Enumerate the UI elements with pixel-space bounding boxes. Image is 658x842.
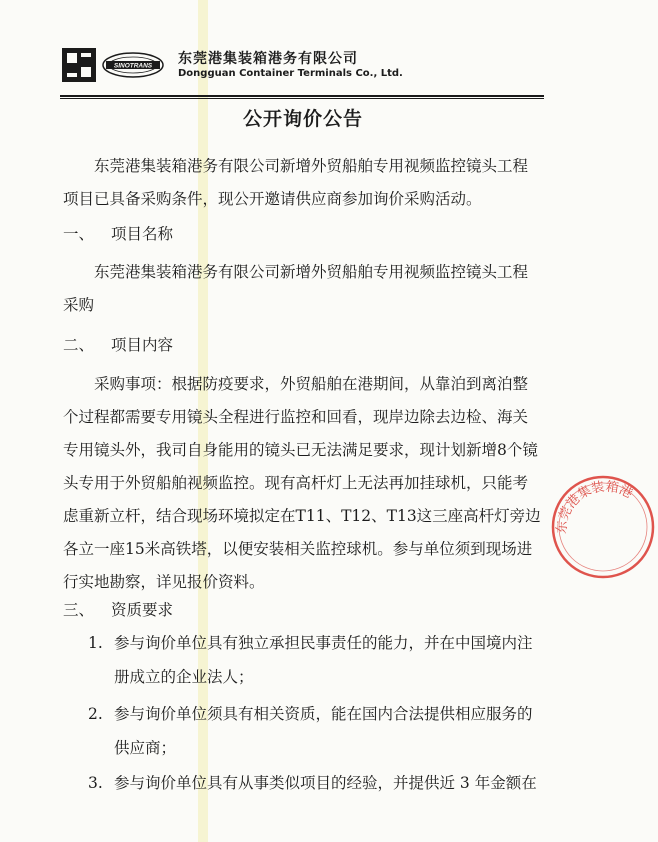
- section-heading-3: [63, 598, 173, 620]
- requirement-text: 参与询价单位具有独立承担民事责任的能力，并在中国境内注册成立的企业法人；: [114, 634, 533, 686]
- requirement-text: 参与询价单位具有从事类似项目的经验，并提供近 3 年金额在: [114, 774, 537, 792]
- letterhead: [62, 44, 542, 92]
- section-heading-1: [63, 222, 173, 244]
- header-rule: [60, 95, 544, 97]
- company-name-en: Dongguan Container Terminals Co., Ltd.: [178, 68, 403, 79]
- section-body-2: 采购事项：根据防疫要求，外贸船舶在港期间，从靠泊到离泊整个过程都需要专用镜头全程进行监控和回看，现岸边除去边检、海关专用镜头外，我司自身能用的镜头已无法满足要求，现计划新增8个镜头专用于外贸船舶视频监控。现有高杆灯上无法再加挂球机，只能考虑重新立杆，结合现场环境拟定在T11、T12、T13这三座高杆灯旁边各立一座15米高铁塔，以便安装相关监控球机。参与单位须到现场进行实地勘察，详见报价资料。: [63, 375, 541, 591]
- header-rule-thin: [60, 98, 544, 99]
- company-name-cn: 东莞港集装箱港务有限公司: [178, 51, 358, 67]
- requirement-item: [88, 766, 541, 800]
- company-seal-stamp: [548, 472, 658, 582]
- seal-text: 东莞港集装箱港: [554, 479, 635, 535]
- section-body-1: 东莞港集装箱港务有限公司新增外贸船舶专用视频监控镜头工程采购: [63, 263, 529, 314]
- section-title: 项目内容: [111, 336, 174, 354]
- requirement-text: 参与询价单位须具有相关资质，能在国内合法提供相应服务的供应商；: [114, 705, 533, 757]
- logo-text: SINOTRANS: [113, 62, 153, 70]
- page-title: 公开询价公告: [242, 108, 363, 130]
- section-number: 三、: [63, 601, 95, 619]
- sinotrans-badge-icon: [102, 52, 164, 78]
- requirement-item: [88, 626, 541, 694]
- company-logo-icon: [62, 48, 96, 82]
- requirement-number: 2.: [88, 705, 103, 723]
- requirement-number: 3.: [88, 774, 103, 792]
- requirement-item: [88, 697, 541, 765]
- section-number: 一、: [63, 225, 95, 243]
- section-title: 项目名称: [111, 225, 174, 243]
- requirement-number: 1.: [88, 634, 103, 652]
- section-heading-2: [63, 333, 173, 355]
- section-title: 资质要求: [111, 601, 174, 619]
- intro-paragraph: 东莞港集装箱港务有限公司新增外贸船舶专用视频监控镜头工程项目已具备采购条件，现公开邀请供应商参加询价采购活动。: [63, 157, 529, 208]
- section-number: 二、: [63, 336, 95, 354]
- svg-text:东莞港集装箱港: [555, 479, 636, 535]
